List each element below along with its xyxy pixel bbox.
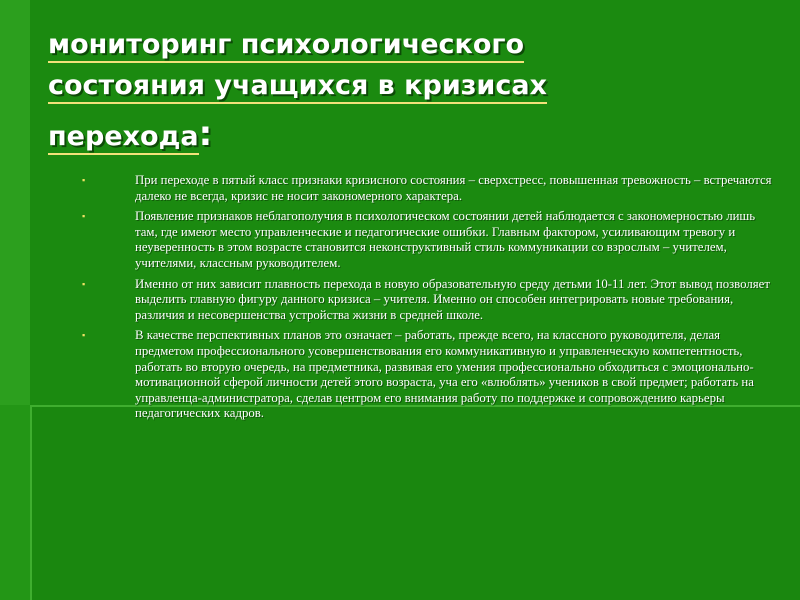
- list-item: [82, 173, 772, 204]
- list-item: [82, 209, 772, 271]
- title-line-2: состояния учащихся в кризисах: [48, 70, 547, 104]
- slide-title: [48, 26, 688, 155]
- bullet-square-icon: ▪: [82, 278, 86, 289]
- paragraph-text: Появление признаков неблагополучия в психологическом состоянии детей наблюдается с закономерностью лишь там, где имеют место управленческие и педагогические ошибки. Главным фактором, усиливающим тревогу и неуверенность в этом возрасте становится неконструктивный стиль коммуникации со взрослым – учителем, учителями, классным руководителем.: [135, 209, 756, 270]
- paragraph-text: Именно от них зависит плавность перехода в новую образовательную среду детьми 10-11 лет. Этот вывод позволяет выделить главную фигуру данного кризиса – учителя. Именно он способен интегрировать новые требования, различия и несовершенства устройства жизни в средней школе.: [135, 276, 770, 322]
- paragraph-text: В качестве перспективных планов это означает – работать, прежде всего, на классного руководителя, делая предметом профессионального усовершенствования его коммуникативную и управленческую компетентность, работать во вторую очередь, на предметника, развивая его умения профессионально обходиться с эмоционально-мотивационной сферой личности детей этого возраста, уча его «влюблять» учеников в свой предмет; работать на управленца-администратора, сделав центром его внимания работу по поддержке и сопровождению карьеры педагогических кадров.: [135, 328, 754, 421]
- bullet-square-icon: ▪: [82, 211, 86, 222]
- title-line-3: перехода: [48, 121, 199, 155]
- bullet-list: [82, 173, 772, 427]
- bullet-square-icon: ▪: [82, 330, 86, 341]
- paragraph-text: При переходе в пятый класс признаки кризисного состояния – сверхстресс, повышенная тревожность – встречаются далеко не всегда, кризис не носит закономерного характера.: [135, 173, 772, 203]
- bullet-square-icon: ▪: [82, 175, 86, 185]
- list-item: [82, 328, 772, 422]
- list-item: [82, 277, 772, 324]
- background-decoration-panel: [30, 405, 800, 600]
- title-line-1: мониторинг психологического: [48, 29, 524, 63]
- title-colon: :: [198, 114, 213, 154]
- background-decoration-left: [0, 405, 30, 600]
